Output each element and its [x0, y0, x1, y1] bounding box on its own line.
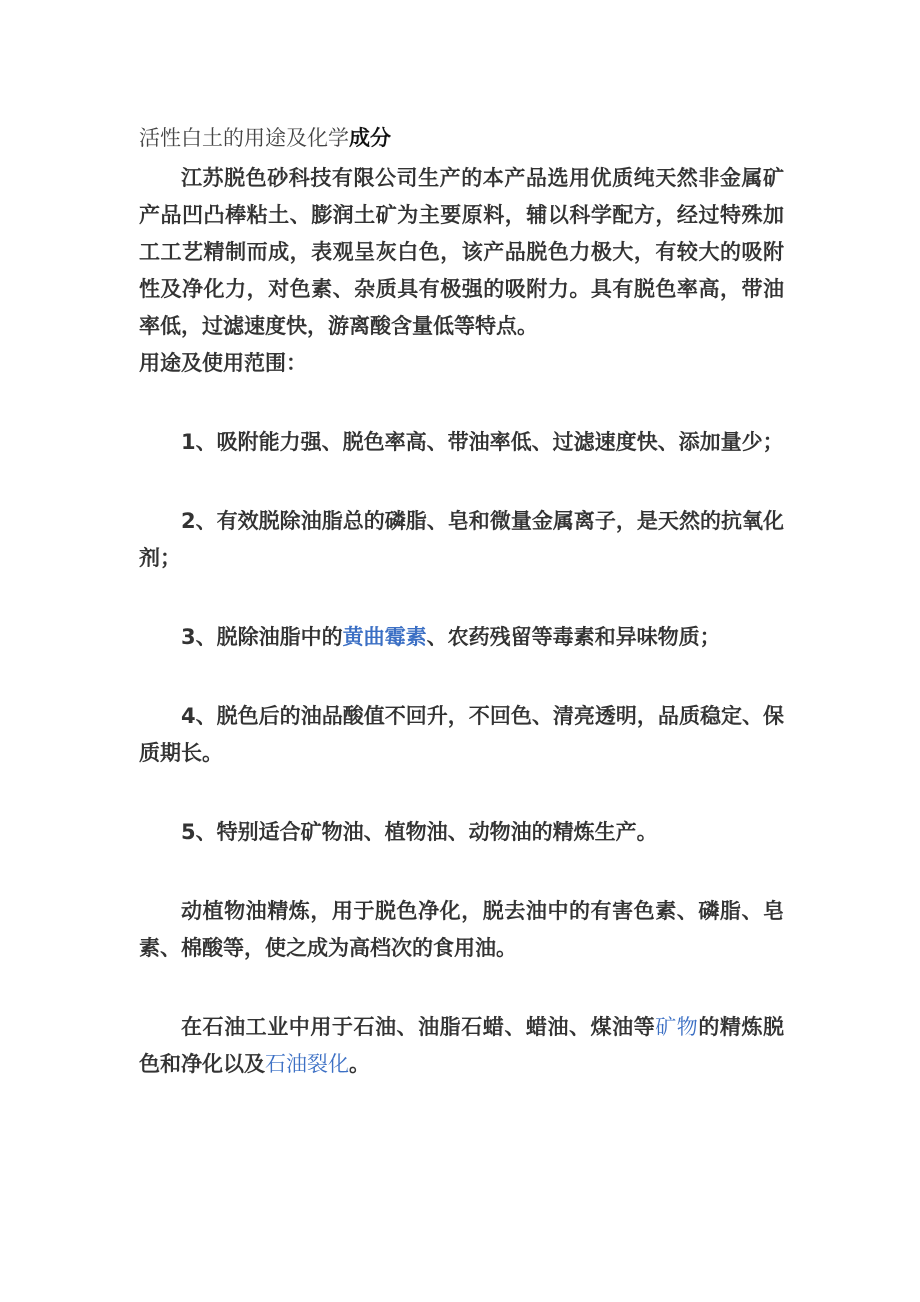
mineral-link[interactable]: 矿物 [655, 1015, 699, 1039]
document-title [139, 120, 784, 156]
petroleum-before: 在石油工业中用于石油、油脂石蜡、蜡油、煤油等 [181, 1015, 656, 1039]
petroleum-after: 。 [349, 1052, 370, 1076]
list-item-3 [139, 619, 784, 656]
list-item-5: 5、特别适合矿物油、植物油、动物油的精炼生产。 [181, 820, 658, 844]
aflatoxin-link[interactable]: 黄曲霉素 [342, 625, 427, 649]
petroleum-cracking-link[interactable]: 石油裂化 [265, 1052, 349, 1076]
title-normal: 活性白土的用途及化学 [139, 126, 349, 150]
list-item-4: 4、脱色后的油品酸值不回升，不回色、清亮透明，品质稳定、保质期长。 [139, 704, 784, 765]
list-item-3-before: 3、脱除油脂中的 [181, 625, 343, 649]
document-page [139, 120, 784, 1083]
edible-oil-paragraph: 动植物油精炼，用于脱色净化，脱去油中的有害色素、磷脂、皂素、棉酸等，使之成为高档次的食用油。 [139, 899, 784, 960]
intro-paragraph: 江苏脱色砂科技有限公司生产的本产品选用优质纯天然非金属矿产品凹凸棒粘土、膨润土矿为主要原料，辅以科学配方，经过特殊加工工艺精制而成，表观呈灰白色，该产品脱色力极大，有较大的吸附性及净化力，对色素、杂质具有极强的吸附力。具有脱色率高，带油率低，过滤速度快，游离酸含量低等特点。 [139, 166, 784, 338]
usage-heading: 用途及使用范围： [139, 351, 307, 375]
petroleum-middle: 的精炼脱色和净化以及 [139, 1015, 785, 1076]
title-bold: 成分 [349, 126, 391, 150]
list-item-3-after: 、农药残留等毒素和异味物质； [426, 625, 721, 649]
petroleum-paragraph [139, 1009, 784, 1083]
list-item-1: 1、吸附能力强、脱色率高、带油率低、过滤速度快、添加量少； [181, 430, 784, 454]
list-item-2: 2、有效脱除油脂总的磷脂、皂和微量金属离子，是天然的抗氧化剂； [139, 509, 784, 570]
